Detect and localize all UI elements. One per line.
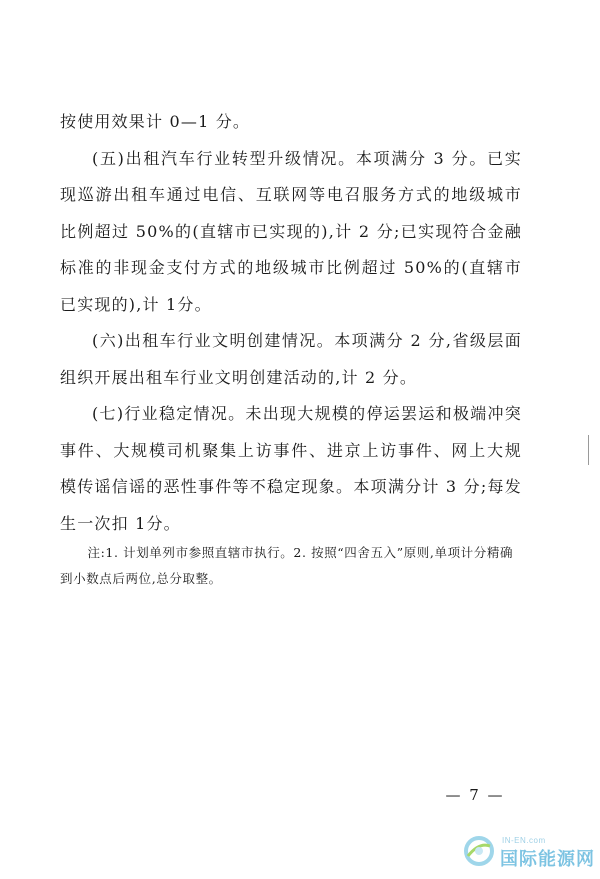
footnote-text: 注:1. 计划单列市参照直辖市执行。2. 按照“四舍五入”原则,单项计分精确到小数点后两位,总分取整。 <box>60 545 514 586</box>
body-text <box>60 104 522 542</box>
page-number: — 7 — <box>445 786 505 804</box>
paragraph-section-5: (五)出租汽车行业转型升级情况。本项满分 3 分。已实现巡游出租车通过电信、互联网等电召服务方式的地级城市比例超过 50%的(直辖市已实现的),计 2 分;已实现符合金融标准的非现金支付方式的地级城市比例超过 50%的(直辖市已实现的),计 1分。 <box>60 148 522 314</box>
watermark-brand: 国际能源网 <box>500 849 595 869</box>
scan-edge-mark <box>588 435 589 465</box>
paragraph-section-7: (七)行业稳定情况。未出现大规模的停运罢运和极端冲突事件、大规模司机聚集上访事件、进京上访事件、网上大规模传谣信谣的恶性事件等不稳定现象。本项满分计 3 分;每发生一次扣 1分。 <box>60 404 522 533</box>
paragraph-continuation: 按使用效果计 0—1 分。 <box>60 112 251 131</box>
watermark-logo-icon <box>462 834 496 868</box>
paragraph-section-6: (六)出租车行业文明创建情况。本项满分 2 分,省级层面组织开展出租车行业文明创建活动的,计 2 分。 <box>60 331 522 387</box>
watermark <box>462 832 598 872</box>
watermark-domain: IN-EN.com <box>502 836 546 845</box>
footnote <box>60 540 522 592</box>
